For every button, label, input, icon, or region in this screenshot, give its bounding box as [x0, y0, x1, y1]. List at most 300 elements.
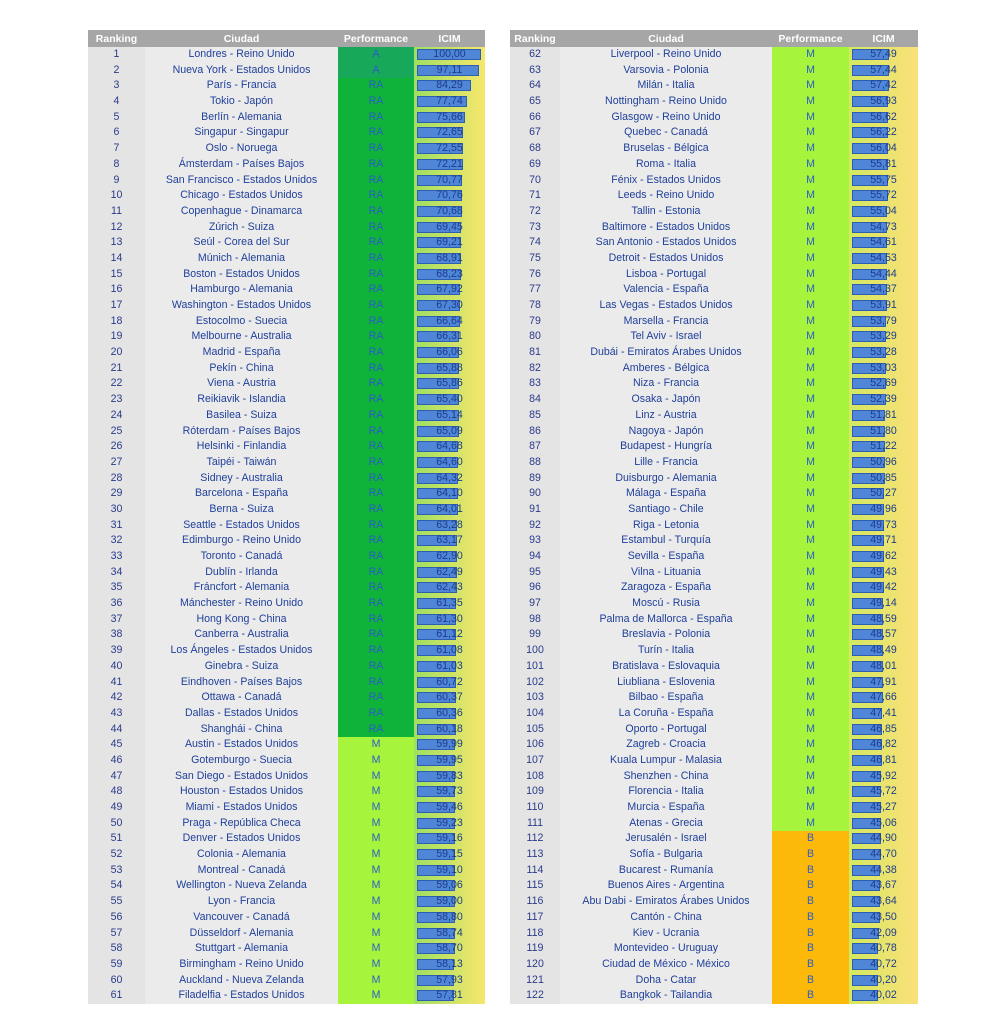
city-cell: Dublín - Irlanda: [145, 565, 338, 581]
performance-cell: M: [338, 816, 414, 832]
ranking-cell: 102: [510, 675, 560, 691]
ranking-cell: 96: [510, 580, 560, 596]
icim-value: 61,03: [436, 659, 463, 672]
icim-cell: [849, 894, 918, 910]
city-cell: San Diego - Estados Unidos: [145, 769, 338, 785]
icim-cell: [414, 235, 485, 251]
icim-value: 55,75: [870, 173, 897, 186]
icim-cell: [414, 188, 485, 204]
icim-cell: [414, 314, 485, 330]
icim-value: 72,21: [436, 157, 463, 170]
city-cell: Toronto - Canadá: [145, 549, 338, 565]
icim-cell: [414, 455, 485, 471]
ranking-cell: 98: [510, 612, 560, 628]
icim-cell: [414, 565, 485, 581]
ranking-cell: 93: [510, 533, 560, 549]
icim-value: 52,69: [870, 377, 897, 390]
icim-cell: [849, 706, 918, 722]
ranking-cell: 44: [88, 722, 145, 738]
icim-cell: [414, 549, 485, 565]
icim-cell: [849, 204, 918, 220]
icim-cell: [414, 643, 485, 659]
ranking-cell: 87: [510, 439, 560, 455]
city-cell: Bilbao - España: [560, 690, 772, 706]
table-row: [510, 78, 918, 94]
city-cell: Duisburgo - Alemania: [560, 471, 772, 487]
city-cell: Mánchester - Reino Unido: [145, 596, 338, 612]
table-row: [88, 580, 485, 596]
table-row: [510, 110, 918, 126]
table-row: [510, 894, 918, 910]
icim-cell: [849, 94, 918, 110]
ranking-cell: 78: [510, 298, 560, 314]
icim-value: 72,55: [436, 142, 463, 155]
table-row: [510, 345, 918, 361]
icim-value: 62,90: [436, 550, 463, 562]
icim-value: 50,27: [870, 487, 897, 500]
header-performance: Performance: [338, 30, 414, 47]
performance-cell: M: [338, 894, 414, 910]
icim-value: 53,79: [870, 314, 897, 327]
performance-cell: RA: [338, 518, 414, 534]
icim-value: 63,28: [436, 518, 463, 531]
icim-cell: [414, 769, 485, 785]
icim-cell: [849, 957, 918, 973]
icim-cell: [849, 769, 918, 785]
ranking-cell: 100: [510, 643, 560, 659]
ranking-cell: 110: [510, 800, 560, 816]
icim-cell: [849, 565, 918, 581]
icim-cell: [849, 173, 918, 189]
icim-cell: [414, 361, 485, 377]
table-row: [510, 612, 918, 628]
icim-cell: [849, 267, 918, 283]
city-cell: Nagoya - Japón: [560, 424, 772, 440]
table-row: [88, 675, 485, 691]
city-cell: Boston - Estados Unidos: [145, 267, 338, 283]
performance-cell: M: [338, 941, 414, 957]
ranking-cell: 12: [88, 220, 145, 236]
performance-cell: RA: [338, 314, 414, 330]
ranking-cell: 27: [88, 455, 145, 471]
icim-cell: [849, 596, 918, 612]
city-cell: Lisboa - Portugal: [560, 267, 772, 283]
icim-cell: [414, 910, 485, 926]
city-cell: Bangkok - Tailandia: [560, 988, 772, 1004]
table-row: [88, 863, 485, 879]
performance-cell: M: [338, 910, 414, 926]
table-row: [88, 188, 485, 204]
table-row: [88, 220, 485, 236]
icim-cell: [849, 659, 918, 675]
ranking-cell: 120: [510, 957, 560, 973]
icim-cell: [414, 63, 485, 79]
city-cell: Basilea - Suiza: [145, 408, 338, 424]
table-row: [510, 471, 918, 487]
icim-value: 61,12: [436, 628, 463, 641]
table-row: [510, 47, 918, 63]
icim-cell: [849, 47, 918, 63]
performance-cell: B: [772, 894, 849, 910]
performance-cell: M: [772, 282, 849, 298]
icim-cell: [849, 643, 918, 659]
icim-cell: [849, 361, 918, 377]
icim-cell: [414, 125, 485, 141]
performance-cell: M: [772, 706, 849, 722]
table-row: [510, 596, 918, 612]
icim-value: 67,30: [436, 299, 463, 311]
table-row: [88, 455, 485, 471]
table-row: [88, 722, 485, 738]
icim-cell: [849, 110, 918, 126]
city-cell: Copenhague - Dinamarca: [145, 204, 338, 220]
city-cell: Ciudad de México - México: [560, 957, 772, 973]
city-cell: Róterdam - Países Bajos: [145, 424, 338, 440]
icim-cell: [849, 941, 918, 957]
city-cell: Doha - Catar: [560, 973, 772, 989]
icim-cell: [414, 110, 485, 126]
ranking-cell: 16: [88, 282, 145, 298]
city-cell: Palma de Mallorca - España: [560, 612, 772, 628]
table-row: [88, 941, 485, 957]
icim-value: 49,73: [870, 518, 897, 531]
table-row: [88, 910, 485, 926]
icim-value: 64,60: [436, 455, 463, 468]
performance-cell: A: [338, 63, 414, 79]
icim-cell: [414, 298, 485, 314]
icim-value: 77,74: [436, 95, 463, 108]
city-cell: Madrid - España: [145, 345, 338, 361]
performance-cell: RA: [338, 486, 414, 502]
table-row: [88, 926, 485, 942]
table-row: [510, 580, 918, 596]
performance-cell: M: [772, 314, 849, 330]
icim-cell: [849, 502, 918, 518]
ranking-cell: 10: [88, 188, 145, 204]
performance-cell: RA: [338, 392, 414, 408]
table-row: [510, 706, 918, 722]
icim-value: 48,59: [870, 612, 897, 625]
table-row: [510, 94, 918, 110]
city-cell: Osaka - Japón: [560, 392, 772, 408]
performance-cell: RA: [338, 125, 414, 141]
ranking-cell: 35: [88, 580, 145, 596]
ranking-cell: 49: [88, 800, 145, 816]
ranking-cell: 39: [88, 643, 145, 659]
city-cell: Eindhoven - Países Bajos: [145, 675, 338, 691]
icim-value: 60,72: [436, 675, 463, 688]
table-row: [88, 973, 485, 989]
table-row: [88, 627, 485, 643]
table-row: [510, 220, 918, 236]
icim-value: 40,20: [870, 973, 897, 986]
icim-value: 47,41: [870, 706, 897, 719]
icim-value: 45,92: [870, 769, 897, 782]
icim-value: 45,27: [870, 801, 897, 813]
icim-cell: [414, 784, 485, 800]
ranking-cell: 81: [510, 345, 560, 361]
icim-value: 52,39: [870, 393, 897, 406]
icim-cell: [414, 675, 485, 691]
table-row: [510, 878, 918, 894]
performance-cell: M: [772, 329, 849, 345]
ranking-cell: 109: [510, 784, 560, 800]
city-cell: Detroit - Estados Unidos: [560, 251, 772, 267]
icim-cell: [414, 282, 485, 298]
icim-value: 65,09: [436, 424, 463, 437]
ranking-cell: 113: [510, 847, 560, 863]
performance-cell: RA: [338, 376, 414, 392]
icim-cell: [414, 424, 485, 440]
ranking-cell: 19: [88, 329, 145, 345]
ranking-cell: 17: [88, 298, 145, 314]
table-row: [88, 565, 485, 581]
table-row: [510, 424, 918, 440]
ranking-cell: 82: [510, 361, 560, 377]
ranking-cell: 94: [510, 549, 560, 565]
icim-cell: [414, 831, 485, 847]
ranking-cell: 73: [510, 220, 560, 236]
performance-cell: B: [772, 973, 849, 989]
performance-cell: M: [772, 157, 849, 173]
performance-cell: M: [772, 612, 849, 628]
icim-cell: [849, 518, 918, 534]
icim-value: 57,49: [870, 48, 897, 60]
performance-cell: M: [772, 690, 849, 706]
ranking-cell: 68: [510, 141, 560, 157]
ranking-cell: 99: [510, 627, 560, 643]
table-row: [510, 659, 918, 675]
ranking-cell: 106: [510, 737, 560, 753]
city-cell: Marsella - Francia: [560, 314, 772, 330]
ranking-cell: 45: [88, 737, 145, 753]
city-cell: Santiago - Chile: [560, 502, 772, 518]
icim-cell: [849, 910, 918, 926]
table-row: [88, 251, 485, 267]
icim-value: 59,46: [436, 801, 463, 813]
performance-cell: B: [772, 957, 849, 973]
icim-value: 75,66: [436, 110, 463, 123]
performance-cell: M: [772, 94, 849, 110]
performance-cell: M: [338, 753, 414, 769]
performance-cell: M: [772, 518, 849, 534]
table-row: [510, 863, 918, 879]
table-row: [88, 345, 485, 361]
icim-cell: [849, 78, 918, 94]
table-row: [510, 251, 918, 267]
ranking-cell: 119: [510, 941, 560, 957]
icim-value: 57,42: [870, 79, 897, 92]
performance-cell: RA: [338, 251, 414, 267]
table-row: [510, 753, 918, 769]
icim-value: 70,77: [436, 173, 463, 186]
city-cell: Birmingham - Reino Unido: [145, 957, 338, 973]
performance-cell: M: [772, 110, 849, 126]
ranking-cell: 70: [510, 173, 560, 189]
icim-value: 65,40: [436, 393, 463, 406]
performance-cell: RA: [338, 157, 414, 173]
icim-cell: [414, 894, 485, 910]
icim-cell: [849, 878, 918, 894]
performance-cell: A: [338, 47, 414, 63]
ranking-cell: 75: [510, 251, 560, 267]
icim-value: 45,06: [870, 816, 897, 829]
icim-value: 58,74: [436, 926, 463, 939]
icim-cell: [849, 690, 918, 706]
icim-value: 47,91: [870, 675, 897, 688]
icim-value: 64,01: [436, 502, 463, 515]
icim-value: 58,80: [436, 910, 463, 923]
icim-value: 44,38: [870, 863, 897, 876]
icim-value: 49,96: [870, 502, 897, 515]
table-row: [88, 314, 485, 330]
icim-cell: [414, 157, 485, 173]
icim-value: 55,04: [870, 204, 897, 217]
ranking-cell: 23: [88, 392, 145, 408]
ranking-cell: 57: [88, 926, 145, 942]
icim-cell: [849, 926, 918, 942]
table-row: [88, 706, 485, 722]
icim-value: 66,64: [436, 314, 463, 327]
icim-cell: [849, 141, 918, 157]
icim-cell: [849, 314, 918, 330]
table-row: [88, 173, 485, 189]
table-row: [88, 518, 485, 534]
city-cell: Liubliana - Eslovenia: [560, 675, 772, 691]
city-cell: Lyon - Francia: [145, 894, 338, 910]
performance-cell: M: [772, 424, 849, 440]
icim-cell: [849, 627, 918, 643]
icim-value: 53,91: [870, 299, 897, 311]
city-cell: Quebec - Canadá: [560, 125, 772, 141]
table-row: [510, 957, 918, 973]
table-row: [510, 392, 918, 408]
icim-value: 59,10: [436, 863, 463, 876]
performance-cell: RA: [338, 580, 414, 596]
ranking-cell: 20: [88, 345, 145, 361]
performance-cell: M: [772, 502, 849, 518]
icim-value: 53,29: [870, 330, 897, 343]
table-row: [88, 769, 485, 785]
table-row: [88, 502, 485, 518]
icim-cell: [414, 94, 485, 110]
icim-cell: [849, 722, 918, 738]
table-row: [510, 314, 918, 330]
city-cell: Budapest - Hungría: [560, 439, 772, 455]
table-row: [88, 376, 485, 392]
city-cell: La Coruña - España: [560, 706, 772, 722]
icim-cell: [849, 533, 918, 549]
performance-cell: M: [772, 267, 849, 283]
performance-cell: B: [772, 941, 849, 957]
ranking-cell: 11: [88, 204, 145, 220]
ranking-cell: 1: [88, 47, 145, 63]
icim-value: 59,00: [436, 895, 463, 908]
table-row: [510, 926, 918, 942]
icim-cell: [414, 816, 485, 832]
icim-cell: [414, 659, 485, 675]
performance-cell: M: [772, 737, 849, 753]
ranking-cell: 71: [510, 188, 560, 204]
icim-value: 53,03: [870, 361, 897, 374]
table-row: [88, 596, 485, 612]
table-row: [510, 690, 918, 706]
performance-cell: RA: [338, 722, 414, 738]
ranking-cell: 84: [510, 392, 560, 408]
performance-cell: M: [772, 235, 849, 251]
performance-cell: M: [772, 251, 849, 267]
icim-value: 100,00: [433, 48, 466, 60]
city-cell: Estambul - Turquía: [560, 533, 772, 549]
header-performance: Performance: [772, 30, 849, 47]
performance-cell: RA: [338, 361, 414, 377]
ranking-cell: 76: [510, 267, 560, 283]
performance-cell: M: [338, 863, 414, 879]
table-row: [88, 63, 485, 79]
icim-cell: [414, 722, 485, 738]
ranking-cell: 18: [88, 314, 145, 330]
city-cell: Stuttgart - Alemania: [145, 941, 338, 957]
ranking-cell: 92: [510, 518, 560, 534]
city-cell: Valencia - España: [560, 282, 772, 298]
icim-cell: [849, 282, 918, 298]
icim-cell: [414, 847, 485, 863]
city-cell: Montreal - Canadá: [145, 863, 338, 879]
icim-value: 46,85: [870, 722, 897, 735]
ranking-cell: 105: [510, 722, 560, 738]
icim-value: 40,78: [870, 942, 897, 955]
table-row: [88, 110, 485, 126]
city-cell: Chicago - Estados Unidos: [145, 188, 338, 204]
header-ranking: Ranking: [510, 30, 560, 47]
performance-cell: M: [338, 784, 414, 800]
icim-value: 65,14: [436, 408, 463, 421]
icim-value: 84,29: [436, 79, 463, 92]
icim-cell: [414, 580, 485, 596]
city-cell: Wellington - Nueva Zelanda: [145, 878, 338, 894]
performance-cell: M: [772, 298, 849, 314]
icim-value: 40,72: [870, 957, 897, 970]
city-cell: Hamburgo - Alemania: [145, 282, 338, 298]
icim-cell: [849, 439, 918, 455]
icim-cell: [849, 424, 918, 440]
city-cell: Melbourne - Australia: [145, 329, 338, 345]
ranking-cell: 54: [88, 878, 145, 894]
ranking-cell: 67: [510, 125, 560, 141]
icim-value: 55,72: [870, 189, 897, 202]
ranking-cell: 47: [88, 769, 145, 785]
performance-cell: RA: [338, 267, 414, 283]
ranking-cell: 30: [88, 502, 145, 518]
icim-value: 43,50: [870, 910, 897, 923]
icim-value: 59,99: [436, 738, 463, 751]
table-row: [88, 533, 485, 549]
performance-cell: M: [772, 486, 849, 502]
ranking-cell: 85: [510, 408, 560, 424]
performance-cell: M: [338, 926, 414, 942]
city-cell: Hong Kong - China: [145, 612, 338, 628]
icim-value: 72,65: [436, 126, 463, 139]
city-cell: Kuala Lumpur - Malasia: [560, 753, 772, 769]
ranking-cell: 4: [88, 94, 145, 110]
ranking-cell: 101: [510, 659, 560, 675]
icim-cell: [849, 988, 918, 1004]
table-row: [88, 47, 485, 63]
icim-cell: [414, 486, 485, 502]
city-cell: Riga - Letonia: [560, 518, 772, 534]
ranking-table-left: [88, 30, 485, 1004]
table-row: [88, 612, 485, 628]
